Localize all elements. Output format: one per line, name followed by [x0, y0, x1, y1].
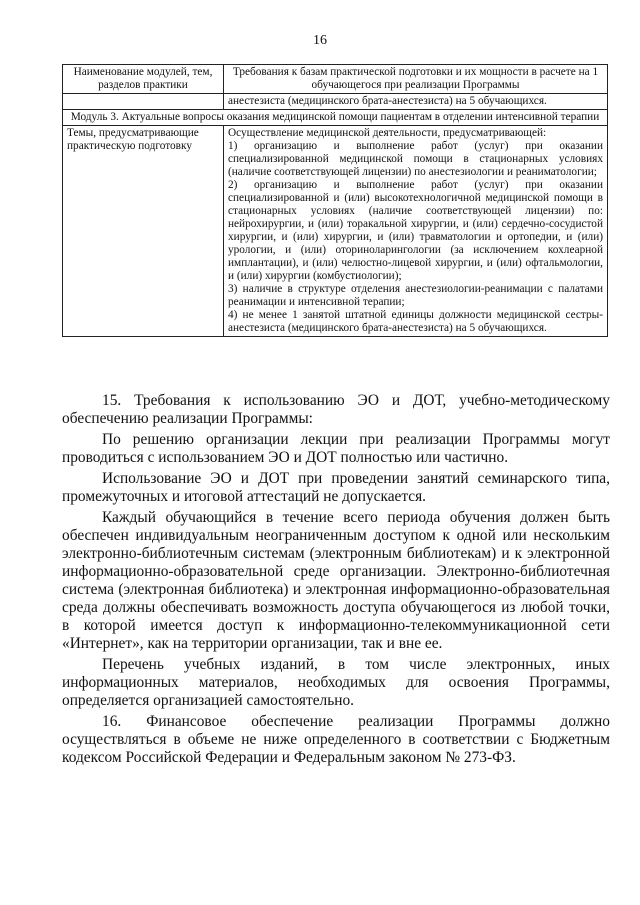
- continuation-cell: анестезиста (медицинского брата-анестезиста) на 5 обучающихся.: [224, 94, 608, 110]
- requirement-item: 4) не менее 1 занятой штатной единицы должности медицинской сестры-анестезиста (медицинского брата-анестезиста) на 5 обучающихся.: [228, 309, 603, 334]
- paragraph-15-heading: 15. Требования к использованию ЭО и ДОТ, учебно-методическому обеспечению реализации Программы:: [62, 392, 610, 427]
- requirement-item: 3) наличие в структуре отделения анестезиологии-реанимации с палатами реанимации и интенсивной терапии;: [228, 283, 603, 308]
- requirement-item: 1) организацию и выполнение работ (услуг) при оказании специализированной медицинской помощи в стационарных условиях (наличие соответствующей лицензии) по анестезиологии и реаниматологии;: [228, 140, 603, 178]
- requirements-cell: [224, 126, 608, 337]
- body-text: [62, 392, 610, 770]
- table-row: [63, 126, 608, 337]
- module-title: Модуль 3. Актуальные вопросы оказания медицинской помощи пациентам в отделении интенсивной терапии: [63, 110, 608, 126]
- theme-cell: Темы, предусматривающие практическую подготовку: [63, 126, 224, 337]
- module-row: [63, 110, 608, 126]
- paragraph: По решению организации лекции при реализации Программы могут проводиться с использованием ЭО и ДОТ полностью или частично.: [62, 431, 610, 466]
- paragraph: Перечень учебных изданий, в том числе электронных, иных информационных материалов, необходимых для освоения Программы, определяется организацией самостоятельно.: [62, 656, 610, 709]
- paragraph-16: 16. Финансовое обеспечение реализации Программы должно осуществляться в объеме не ниже определенного в соответствии с Бюджетным кодексом Российской Федерации и Федеральным законом № 273-ФЗ.: [62, 713, 610, 766]
- requirement-item: Осуществление медицинской деятельности, предусматривающей:: [228, 127, 547, 139]
- paragraph: Использование ЭО и ДОТ при проведении занятий семинарского типа, промежуточных и итоговой аттестаций не допускается.: [62, 470, 610, 505]
- header-requirements-cell: Требования к базам практической подготовки и их мощности в расчете на 1 обучающегося при реализации Программы: [224, 65, 608, 94]
- empty-cell: [63, 94, 224, 110]
- page-number: 16: [313, 33, 327, 48]
- paragraph: Каждый обучающийся в течение всего периода обучения должен быть обеспечен индивидуальным неограниченным доступом к одной или нескольким электронно-библиотечным системам (электронным библиотекам) и к электронной информационно-образовательной среде организации. Электронно-библиотечная система (электронная библиотека) и электронная информационно-образовательная среда должны обеспечивать возможность доступа обучающегося из любой точки, в которой имеется доступ к информационно-телекоммуникационной сети «Интернет», как на территории организации, так и вне ее.: [62, 509, 610, 652]
- requirement-item: 2) организацию и выполнение работ (услуг) при оказании специализированной и (или) высокотехнологичной медицинской помощи в стационарных условиях (наличие соответствующей лицензии) по: нейрохирургии, и (или) торакальной хирургии, и (или) сердечно-сосудистой хирургии, и (или) хирургии, и (или) травматологии и ортопедии, и (или) урологии, и (или) оториноларингологии (за исключением кохлеарной имплантации), и (или) челюстно-лицевой хирургии, и (или) офтальмологии, и (или) хирургии (комбустиологии);: [228, 179, 603, 282]
- requirements-table: [62, 64, 608, 337]
- table-header-row: [63, 65, 608, 94]
- header-modules-cell: Наименование модулей, тем, разделов практики: [63, 65, 224, 94]
- table-row: [63, 94, 608, 110]
